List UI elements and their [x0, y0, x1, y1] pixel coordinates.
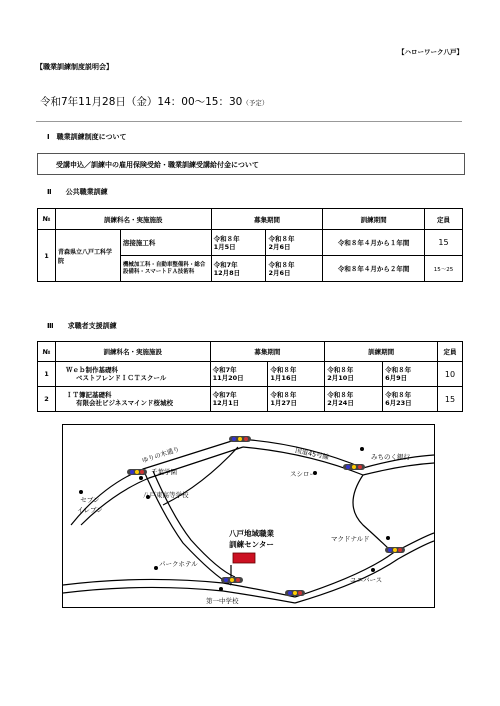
event-date-note: （予定）	[242, 99, 269, 107]
table-header-row	[38, 342, 463, 362]
map-label-east-high: 八戸東高等学校	[143, 491, 189, 499]
map-label-mcdonald: マクドナルド	[331, 535, 370, 543]
col-no: №	[38, 342, 56, 362]
col-recruit: 募集期間	[211, 209, 323, 230]
map-label-universe: ユニバース	[350, 576, 383, 584]
col-period: 訓練期間	[323, 209, 425, 230]
landmark-chiba-dot	[139, 476, 143, 480]
support-training-table	[37, 341, 463, 412]
document-title: 【職業訓練制度説明会】	[36, 63, 113, 71]
col-recruit: 募集期間	[210, 342, 325, 362]
table-row: 2 ＩＴ簿記基礎科 有限会社ビジネスマインド桜城校 令和7年 12月1日 令和８年 1月27日 令和８年 2月24日 令和８年 6月23日 15	[38, 387, 463, 412]
map-label-seven: セブン イレブン	[77, 496, 103, 514]
event-date	[40, 94, 268, 109]
col-capacity: 定員	[425, 209, 463, 230]
org-label: 【ハローワーク八戸】	[398, 48, 463, 56]
landmark-mcdonald-dot	[386, 536, 390, 540]
event-date-main: 令和7年11月28日（金）14：00～15：30	[40, 96, 243, 108]
training-center-building-icon	[233, 553, 255, 563]
section3-heading: Ⅲ 求職者支援訓練	[47, 322, 117, 330]
map-label-training-center: 八戸地域職業 訓練センター	[229, 529, 274, 549]
col-period: 訓練期間	[325, 342, 438, 362]
section1-content: 受講申込／訓練中の雇用保険受給・職業訓練受講給付金について	[56, 161, 259, 169]
public-training-table	[37, 208, 463, 282]
col-course: 訓練科名・実施施設	[55, 209, 211, 230]
col-course: 訓練科名・実施施設	[55, 342, 210, 362]
map-label-sushiro: スシロー	[290, 470, 316, 478]
map-label-park-hotel: パークホテル	[159, 560, 198, 568]
landmark-daiichi-dot	[219, 587, 223, 591]
map-label-daiichi: 第一中学校	[206, 597, 239, 605]
col-capacity: 定員	[437, 342, 462, 362]
landmark-universe-dot	[371, 568, 375, 572]
map-label-yurinoki: ゆりの木通り	[140, 445, 181, 465]
col-no: №	[38, 209, 56, 230]
divider	[36, 121, 462, 122]
table-row: 機械加工科・自動車整備科・総合設備科・スマートＦＡ技術科 令和7年 12月8日 令和８年 2月6日 令和８年４月から２年間 15～25	[38, 256, 463, 282]
map-label-michinoku: みちのく銀行	[371, 453, 410, 461]
landmark-seven-dot	[79, 490, 83, 494]
table-header-row	[38, 209, 463, 230]
landmark-park-hotel-dot	[154, 566, 158, 570]
section2-heading: Ⅱ 公共職業訓練	[47, 188, 108, 196]
landmark-michinoku-dot	[360, 447, 364, 451]
access-map	[62, 424, 435, 608]
map-label-route45: 国道45号線	[294, 446, 330, 462]
section1-box	[37, 153, 465, 175]
traffic-signals	[127, 436, 405, 596]
table-row: 1 青森県立八戸工科学院 溶接施工科 令和８年 1月5日 令和８年 2月6日 令和８年４月から１年間 15	[38, 230, 463, 256]
section1-heading: Ⅰ 職業訓練制度について	[47, 133, 127, 141]
map-label-chiba: 千葉学園	[151, 468, 177, 476]
table-row: 1 Ｗｅｂ制作基礎科 ベストフレンドＩＣＴスクール 令和7年 11月20日 令和８年 1月16日 令和８年 2月10日 令和８年 6月9日 10	[38, 362, 463, 387]
